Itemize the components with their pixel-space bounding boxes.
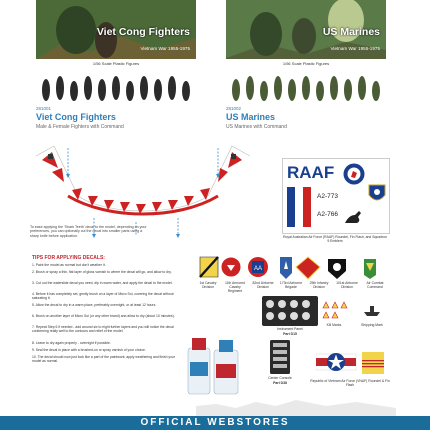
squadron-9-emblem-icon <box>367 183 387 205</box>
kangaroo-icon <box>343 209 365 225</box>
box-scale: 1/56 Scale Plastic Figures <box>226 59 386 68</box>
kit-name[interactable]: Viet Cong Fighters <box>36 112 116 122</box>
official-webstores-link[interactable]: OFFICIAL WEBSTORES <box>140 417 290 428</box>
tip-item: 2. Brush or spray a thin, flat layer of gloss varnish to where the decal will go, and allow to dry. <box>32 270 172 274</box>
instrument-panel-decal <box>262 296 318 326</box>
kit-code: 281002 <box>226 106 242 111</box>
kit-name[interactable]: US Marines <box>226 112 276 122</box>
tip-item: 7. Repeat Step 6 if needed - add around six to eight further layers and you will notice the decal conforming really well to the contours and relief of the model. <box>32 325 174 334</box>
fin-flash-icon <box>287 187 311 227</box>
insignia-caption: 101st Airborne Division <box>336 281 358 289</box>
raaf-decal <box>282 158 390 234</box>
shark-teeth-intro: To ease applying the 'Shark Teeth' decal to the model, depending on your preferences, you can optionally cut the decal into smaller parts using a sharp knife before application. <box>30 225 147 238</box>
insignia-caption: Air Combat Command <box>366 281 384 289</box>
insignia-caption: 173rd Airborne Brigade <box>279 281 303 289</box>
kill-marks-icon <box>322 298 348 322</box>
vnaf-roundel-fin-flash-icon <box>316 348 386 378</box>
raaf-roundel-icon <box>343 163 365 185</box>
instrument-panel-title: Instrument Panel <box>277 327 303 331</box>
tip-item: 6. Brush on another layer of Micro Sol (or any other brand) and allow to dry (about 10 minutes). <box>32 314 175 318</box>
tip-item: 5. Allow the decal to dry in a warm place, preferably overnight, or at least 12 hours. <box>32 303 157 307</box>
insignia-caption: 25th Infantry Division <box>309 281 329 289</box>
box-scale: 1/56 Scale Plastic Figures <box>36 59 196 68</box>
center-console-decal <box>270 340 290 374</box>
insignia-caption: 11th Armored Cavalry Regiment <box>224 281 246 293</box>
us-marines-box-art <box>226 0 386 68</box>
ship-mark-caption: Shipping Mark <box>361 323 383 327</box>
footer-bar <box>0 416 430 430</box>
viet-cong-figures <box>36 68 196 104</box>
box-title: US Marines <box>322 26 380 38</box>
palm-silhouette-decoration <box>196 386 396 416</box>
center-console-title: Center Console <box>268 376 292 380</box>
kill-marks-caption: Kill Marks <box>326 323 342 327</box>
kit-description: Male & Female Fighters with Command <box>36 124 124 130</box>
insignia-caption: 1st Cavalry Division <box>199 281 217 289</box>
ship-mark-icon <box>362 302 382 318</box>
box-subtitle: Vietnam War 1955-1975 <box>330 46 380 51</box>
vnaf-caption: Republic of Vietnam Air Force (VNAF) Roundel & Fin Flash <box>310 379 390 387</box>
raaf-serial-2: A2-766 <box>317 211 338 218</box>
raaf-caption: Royal Australian Air Force (RAAF) Roundel, Fin Flash, and Squadron 9 Emblem <box>283 235 387 243</box>
center-console-part: Part D38 <box>273 381 287 385</box>
tip-item: 9. Seal the decal in place with a brushed-on or spray varnish of your choice. <box>32 348 146 352</box>
us-marines-figures <box>226 68 386 104</box>
shark-teeth-decal <box>28 138 258 238</box>
raaf-serial-1: A2-773 <box>317 193 338 200</box>
tips-heading: TIPS FOR APPLYING DECALS: <box>32 255 105 261</box>
kit-description: US Marines with Command <box>226 124 287 130</box>
instrument-panel-part: Part D15 <box>283 332 297 336</box>
box-title: Viet Cong Fighters <box>96 26 190 38</box>
raaf-title: RAAF <box>287 163 335 182</box>
tip-item: 4. Before it has completely set, gently brush on a layer of Micro Sol, covering the decal without saturating it. <box>32 292 174 301</box>
svg-text:AA: AA <box>253 266 263 272</box>
viet-cong-box-art <box>36 0 196 68</box>
kit-code: 281001 <box>36 106 52 111</box>
tip-item: 10. The decal should now just look like a part of the paintwork; apply weathering and finish your model as normal. <box>32 355 175 364</box>
tip-item: 1. Paint the model as normal but don't weather it. <box>32 263 106 267</box>
tip-item: 3. Cut out the waterslide decal you need, dip in warm water, and apply the decal to the model. <box>32 281 173 285</box>
tip-item: 8. Leave to dry again properly - overnight if possible. <box>32 341 111 345</box>
insignia-caption: 82nd Airborne Division <box>252 281 274 289</box>
box-subtitle: Vietnam War 1955-1975 <box>140 46 190 51</box>
unit-insignia-row <box>196 255 396 281</box>
